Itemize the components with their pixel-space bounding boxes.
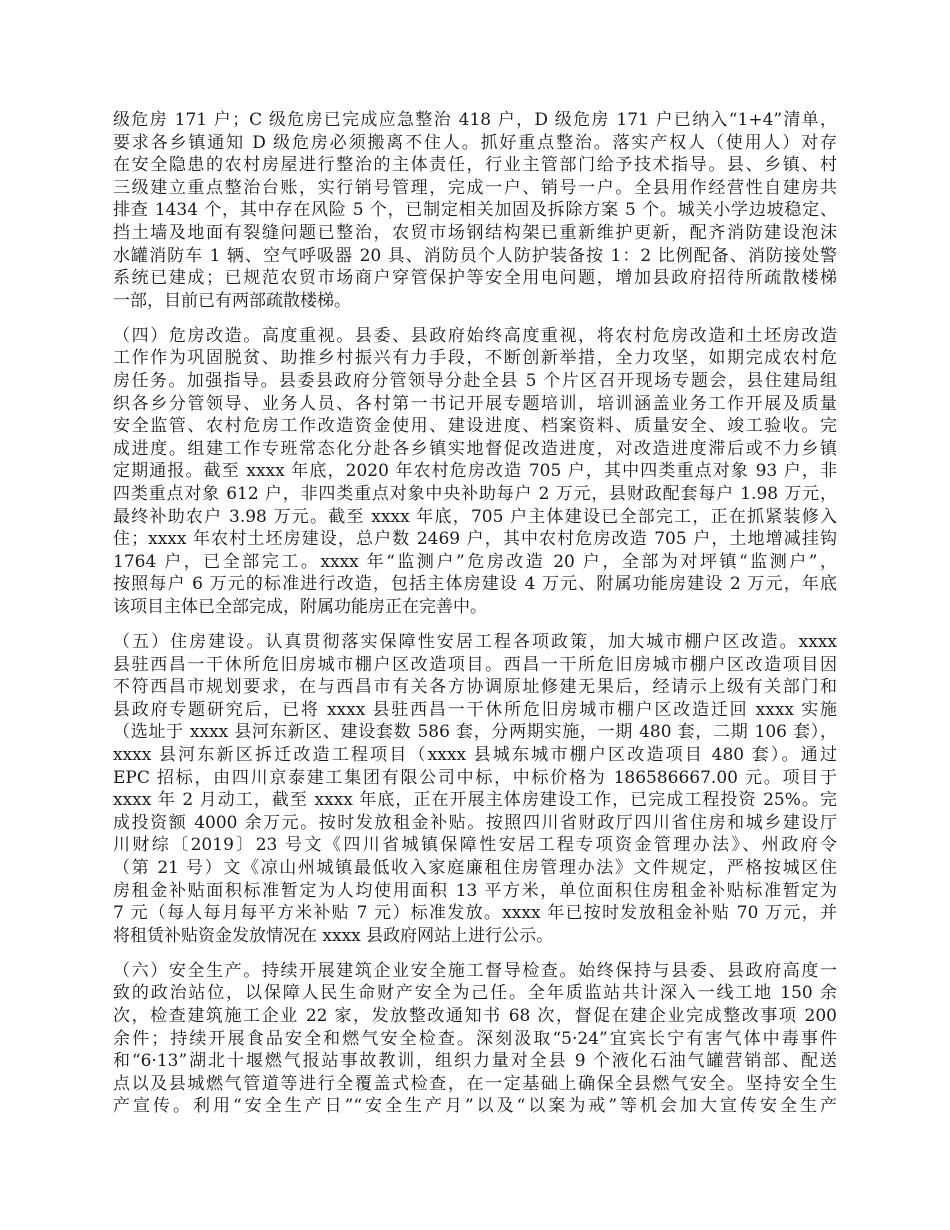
text-line: 级危房 171 户；C 级危房已完成应急整治 418 户，D 级危房 171 户已纳入“1+4”清单， [113, 110, 837, 130]
text-line: 定期通报。截至 xxxx 年底，2020 年农村危房改造 705 户，其中四类重点对象 93 户，非 [113, 461, 837, 482]
text-line: 水罐消防车 1 辆、空气呼吸器 20 具、消防员个人防护装备按 1：2 比例配备、消防接处警 [113, 245, 837, 266]
text-line: 排查 1434 个，其中存在风险 5 个，已制定相关加固及拆除方案 5 个。城关小学边坡稳定、 [113, 200, 837, 221]
text-line: 挡土墙及地面有裂缝问题已整治，农贸市场钢结构架已重新维护更新，配齐消防建设泡沫 [113, 222, 837, 243]
text-line: 成投资额 4000 余万元。按时发放租金补贴。按照四川省财政厅四川省住房和城乡建设厅 [113, 812, 837, 833]
text-line: EPC 招标，由四川京泰建工集团有限公司中标，中标价格为 186586667.00 元。项目于 [113, 767, 837, 788]
text-line: 产宣传。利用“安全生产日”“安全生产月”以及“以案为戒”等机会加大宣传安全生产 [113, 1096, 837, 1117]
text-line: 安全监管、农村危房工作改造资金使用、建设进度、档案资料、质量安全、竣工验收。完 [113, 416, 837, 437]
text-line: 县政府专题研究后，已将 xxxx 县驻西昌一干休所危旧房城市棚户区改造迁回 xxxx 实施 [113, 699, 837, 720]
text-line: 和“6·13”湖北十堰燃气报站事故教训，组织力量对全县 9 个液化石油气罐营销部、配送 [113, 1051, 837, 1072]
paragraph-p-6 [113, 960, 837, 1118]
text-line: 三级建立重点整治台账，实行销号管理，完成一户、销号一户。全县用作经营性自建房共 [113, 177, 837, 198]
text-line: 7 元（每人每月每平方米补贴 7 元）标准发放。xxxx 年已按时发放租金补贴 70 万元，并 [113, 903, 837, 924]
text-line: 不符西昌市规划要求，在与西昌市有关各方协调原址修建无果后，经请示上级有关部门和 [113, 677, 837, 698]
text-line: 房任务。加强指导。县委县政府分管领导分赴全县 5 个片区召开现场专题会，县住建局组 [113, 371, 837, 392]
text-line: （六）安全生产。持续开展建筑企业安全施工督导检查。始终保持与县委、县政府高度一 [113, 960, 837, 981]
text-line: 县驻西昌一干休所危旧房城市棚户区改造项目。西昌一干所危旧房城市棚户区改造项目因 [113, 654, 837, 675]
text-line: 该项目主体已全部完成，附属功能房正在完善中。 [113, 596, 487, 617]
text-line: （选址于 xxxx 县河东新区、建设套数 586 套，分两期实施，一期 480 套，二期 106 套）， [113, 722, 837, 743]
paragraph-p-5 [113, 631, 837, 947]
paragraph-p-4 [113, 325, 837, 619]
text-line: 要求各乡镇通知 D 级危房必须搬离不住人。抓好重点整治。落实产权人（使用人）对存 [113, 132, 837, 153]
paragraph-p-cont [113, 109, 837, 312]
text-line: 织各乡分管领导、业务人员、各村第一书记开展专题培训，培训涵盖业务工作开展及质量 [113, 393, 837, 414]
text-line: （第 21 号）文《凉山州城镇最低收入家庭廉租住房管理办法》文件规定，严格按城区住 [113, 858, 837, 878]
text-line: xxxx 年 2 月动工，截至 xxxx 年底，正在开展主体房建设工作，已完成工程投资 25%。完 [113, 790, 837, 811]
text-line: （四）危房改造。高度重视。县委、县政府始终高度重视，将农村危房改造和土坯房改造 [113, 325, 837, 346]
text-line: 在安全隐患的农村房屋进行整治的主体责任，行业主管部门给予技术指导。县、乡镇、村 [113, 155, 837, 176]
text-line: 川财综〔2019〕23 号文《四川省城镇保障性安居工程专项资金管理办法》、州政府令 [113, 835, 837, 856]
text-line: 房租金补贴面积标准暂定为人均使用面积 13 平方米，单位面积住房租金补贴标准暂定为 [113, 880, 837, 901]
text-line: 系统已建成；已规范农贸市场商户穿管保护等安全用电问题，增加县政府招待所疏散楼梯 [113, 268, 837, 289]
text-line: 成进度。组建工作专班常态化分赴各乡镇实地督促改造进度，对改造进度滞后或不力乡镇 [113, 438, 837, 459]
document-page [113, 109, 837, 1131]
text-line: 余件；持续开展食品安全和燃气安全检查。深刻汲取“5·24”宜宾长宁有害气体中毒事件 [113, 1028, 837, 1049]
text-line: 致的政治站位，以保障人民生命财产安全为己任。全年质监站共计深入一线工地 150 余 [113, 983, 837, 1004]
text-line: 次，检查建筑施工企业 22 家，发放整改通知书 68 次，督促在建企业完成整改事项 200 [113, 1006, 837, 1027]
text-line: 将租赁补贴资金发放情况在 xxxx 县政府网站上进行公示。 [113, 925, 554, 946]
text-line: 1764 户，已全部完工。xxxx 年“监测户”危房改造 20 户，全部为对坪镇“监测户”， [113, 551, 837, 572]
text-line: xxxx 县河东新区拆迁改造工程项目（xxxx 县城东城市棚户区改造项目 480 套）。通过 [113, 745, 837, 766]
text-line: 住；xxxx 年农村土坯房建设，总户数 2469 户，其中农村危房改造 705 户，土地增减挂钩 [113, 529, 837, 550]
text-line: 一部，目前已有两部疏散楼梯。 [113, 290, 351, 311]
text-line: 四类重点对象 612 户，非四类重点对象中央补助每户 2 万元，县财政配套每户 1.98 万元， [113, 484, 837, 504]
text-line: 最终补助农户 3.98 万元。截至 xxxx 年底，705 户主体建设已全部完工，正在抓紧装修入 [113, 506, 837, 527]
text-line: 按照每户 6 万元的标准进行改造，包括主体房建设 4 万元、附属功能房建设 2 万元，年底 [113, 574, 837, 595]
text-line: 点以及县城燃气管道等进行全覆盖式检查，在一定基础上确保全县燃气安全。坚持安全生 [113, 1073, 837, 1094]
text-line: （五）住房建设。认真贯彻落实保障性安居工程各项政策，加大城市棚户区改造。xxxx [113, 632, 837, 653]
text-line: 工作作为巩固脱贫、助推乡村振兴有力手段，不断创新举措，全力攻坚，如期完成农村危 [113, 348, 837, 369]
